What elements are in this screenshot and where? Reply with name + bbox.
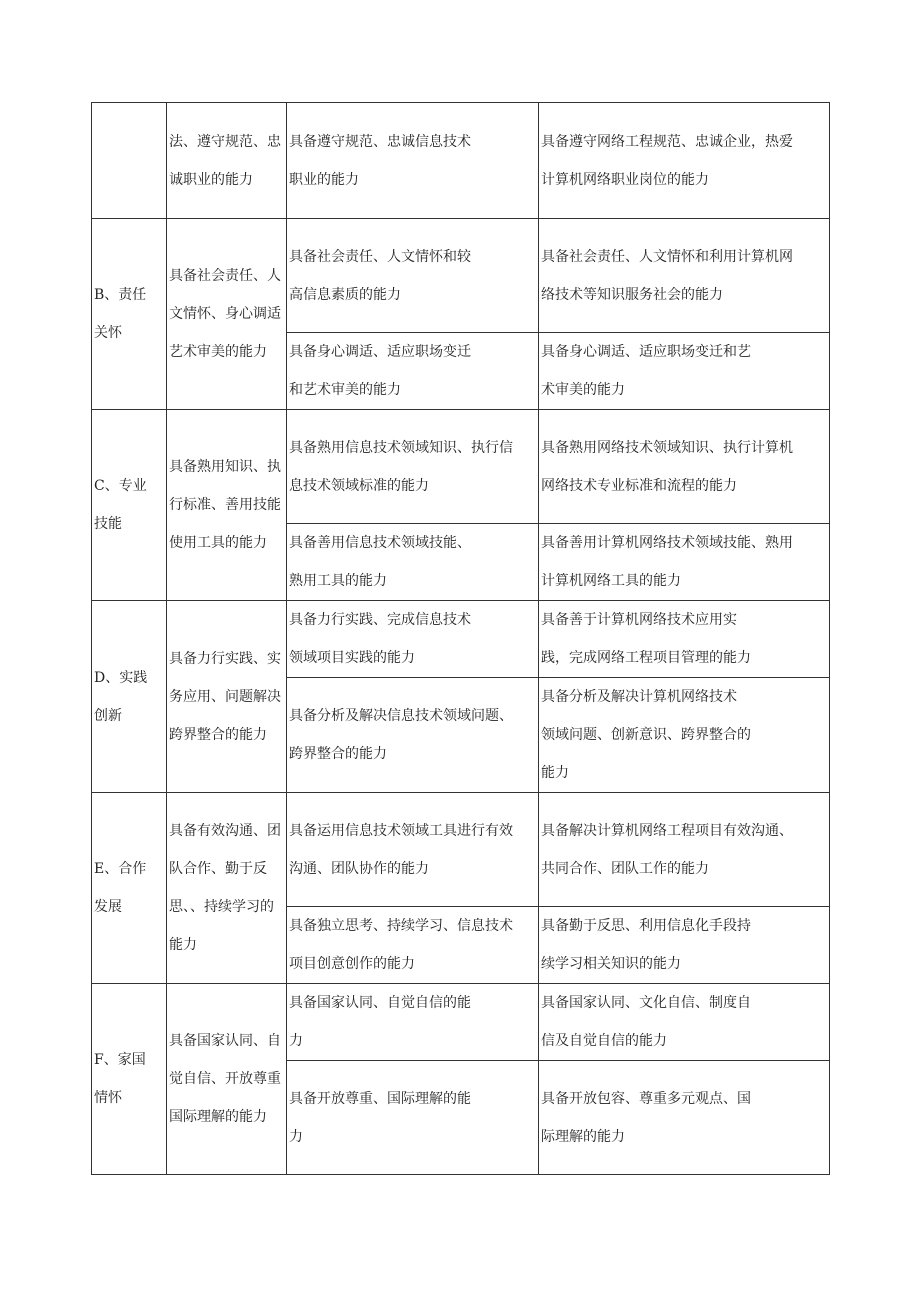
info-tech-cell: 具备力行实践、完成信息技术 领域项目实践的能力: [287, 601, 539, 678]
network-cell: 具备身心调适、适应职场变迁和艺 术审美的能力: [539, 333, 830, 410]
requirement-cell: 具备社会责任、人 文情怀、身心调适 艺术审美的能力: [167, 219, 287, 410]
info-tech-cell: 具备社会责任、人文情怀和较 高信息素质的能力: [287, 219, 539, 333]
network-cell: 具备解决计算机网络工程项目有效沟通、 共同合作、团队工作的能力: [539, 793, 830, 907]
network-cell: 具备遵守网络工程规范、忠诚企业，热爱 计算机网络职业岗位的能力: [539, 103, 830, 219]
competency-table: [91, 102, 830, 1175]
info-tech-cell: 具备运用信息技术领域工具进行有效 沟通、团队协作的能力: [287, 793, 539, 907]
table-row: [92, 793, 830, 907]
info-tech-cell: 具备国家认同、自觉自信的能 力: [287, 984, 539, 1061]
category-cell: E、合作 发展: [92, 793, 167, 984]
network-cell: 具备社会责任、人文情怀和利用计算机网 络技术等知识服务社会的能力: [539, 219, 830, 333]
requirement-cell: 具备国家认同、自 觉自信、开放尊重 国际理解的能力: [167, 984, 287, 1175]
requirement-cell: 具备力行实践、实 务应用、问题解决 跨界整合的能力: [167, 601, 287, 793]
network-cell: 具备国家认同、文化自信、制度自 信及自觉自信的能力: [539, 984, 830, 1061]
category-cell: F、家国 情怀: [92, 984, 167, 1175]
table-row: [92, 984, 830, 1061]
requirement-cell: 具备熟用知识、执 行标准、善用技能 使用工具的能力: [167, 410, 287, 601]
category-cell: B、责任 关怀: [92, 219, 167, 410]
info-tech-cell: 具备善用信息技术领域技能、 熟用工具的能力: [287, 524, 539, 601]
table-row: [92, 601, 830, 678]
info-tech-cell: 具备独立思考、持续学习、信息技术 项目创意创作的能力: [287, 907, 539, 984]
category-cell: [92, 103, 167, 219]
table-row: [92, 410, 830, 524]
network-cell: 具备分析及解决计算机网络技术 领域问题、创新意识、跨界整合的 能力: [539, 678, 830, 793]
requirement-cell: 具备有效沟通、团 队合作、勤于反 思、、持续学习的 能力: [167, 793, 287, 984]
requirement-cell: 法、遵守规范、忠 诚职业的能力: [167, 103, 287, 219]
table-row: [92, 103, 830, 219]
network-cell: 具备开放包容、尊重多元观点、国 际理解的能力: [539, 1061, 830, 1175]
table-row: [92, 219, 830, 333]
info-tech-cell: 具备熟用信息技术领域知识、执行信 息技术领域标准的能力: [287, 410, 539, 524]
info-tech-cell: 具备遵守规范、忠诚信息技术 职业的能力: [287, 103, 539, 219]
info-tech-cell: 具备开放尊重、国际理解的能 力: [287, 1061, 539, 1175]
category-cell: D、实践 创新: [92, 601, 167, 793]
info-tech-cell: 具备身心调适、适应职场变迁 和艺术审美的能力: [287, 333, 539, 410]
info-tech-cell: 具备分析及解决信息技术领域问题、 跨界整合的能力: [287, 678, 539, 793]
network-cell: 具备熟用网络技术领域知识、执行计算机 网络技术专业标准和流程的能力: [539, 410, 830, 524]
network-cell: 具备勤于反思、利用信息化手段持 续学习相关知识的能力: [539, 907, 830, 984]
category-cell: C、专业 技能: [92, 410, 167, 601]
network-cell: 具备善用计算机网络技术领域技能、熟用 计算机网络工具的能力: [539, 524, 830, 601]
network-cell: 具备善于计算机网络技术应用实 践，完成网络工程项目管理的能力: [539, 601, 830, 678]
